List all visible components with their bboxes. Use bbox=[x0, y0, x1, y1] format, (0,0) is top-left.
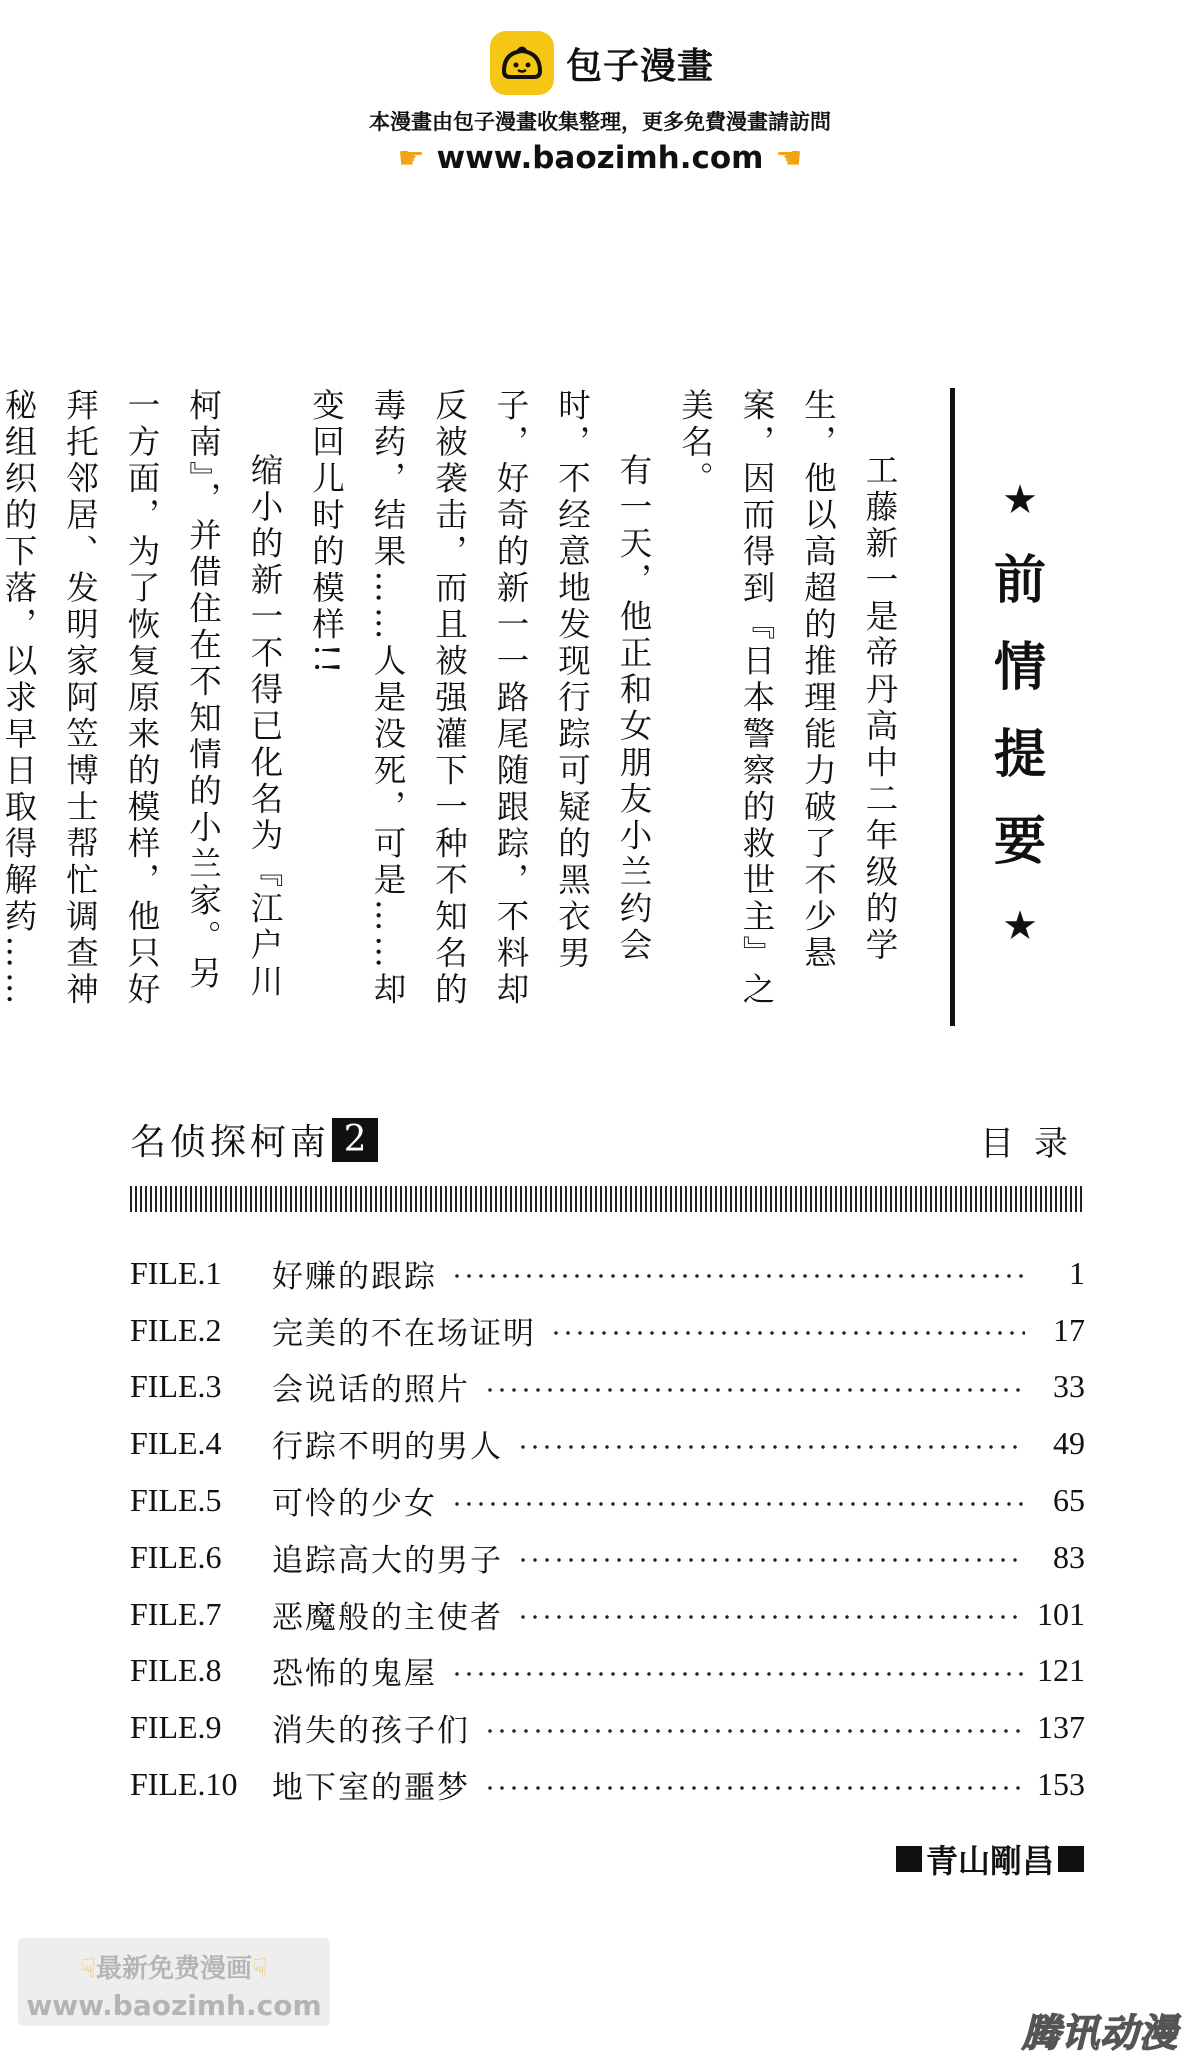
toc-page-number: 121 bbox=[1037, 1652, 1085, 1689]
toc-entry[interactable] bbox=[130, 1529, 1085, 1586]
summary-title-char: 提 bbox=[993, 725, 1046, 785]
pointing-down-hand-icon: ☟ bbox=[80, 1954, 96, 1984]
toc-leader-dots bbox=[484, 1388, 1025, 1392]
toc-leader-dots bbox=[451, 1672, 1025, 1676]
pointing-right-hand-icon: ☛ bbox=[397, 140, 425, 176]
section-divider bbox=[950, 388, 955, 1026]
collection-notice: 本漫畫由包子漫畫收集整理，更多免費漫畫請訪問 bbox=[369, 110, 831, 134]
story-summary bbox=[0, 388, 910, 1028]
toc-file-number: FILE.1 bbox=[130, 1254, 222, 1291]
table-of-contents bbox=[130, 1245, 1085, 1813]
toc-leader-dots bbox=[517, 1615, 1025, 1619]
summary-paragraph: 有一天，他正和女朋友小兰约会时，不经意地发现行踪可疑的黑衣男子，好奇的新一一路尾随跟踪，不料却反被袭击，而且被强灌下一种不知名的毒药，结果……人是没死，可是……却变回儿时的模样!! bbox=[307, 388, 653, 1009]
series-title bbox=[130, 1114, 378, 1165]
toc-leader-dots bbox=[550, 1331, 1025, 1335]
toc-file-number: FILE.8 bbox=[130, 1652, 222, 1689]
brand-name: 包子漫畫 bbox=[566, 45, 715, 87]
summary-title-char: 要 bbox=[993, 812, 1046, 872]
toc-label: 目录 bbox=[980, 1124, 1088, 1164]
toc-entry[interactable] bbox=[130, 1699, 1085, 1756]
author-name: 青山剛昌 bbox=[925, 1842, 1054, 1880]
site-url-link[interactable]: www.baozimh.com bbox=[436, 140, 764, 176]
toc-leader-dots bbox=[484, 1786, 1025, 1790]
toc-chapter-title: 地下室的噩梦 bbox=[272, 1770, 470, 1807]
toc-file-number: FILE.5 bbox=[130, 1482, 222, 1519]
author-credit bbox=[892, 1836, 1088, 1882]
site-url-line[interactable] bbox=[0, 140, 1200, 176]
promo-url[interactable]: www.baozimh.com bbox=[26, 1989, 322, 2022]
pointing-left-hand-icon: ☚ bbox=[775, 140, 803, 176]
toc-page-number: 137 bbox=[1037, 1709, 1085, 1746]
toc-chapter-title: 恶魔般的主使者 bbox=[272, 1599, 503, 1636]
toc-leader-dots bbox=[451, 1502, 1025, 1506]
promo-line bbox=[18, 1948, 330, 1985]
summary-paragraph: 工藤新一是帝丹高中二年级的学生，他以高超的推理能力破了不少悬案，因而得到『日本警察的救世主』之美名。 bbox=[676, 388, 899, 1009]
toc-chapter-title: 好赚的跟踪 bbox=[272, 1258, 437, 1295]
toc-page-number: 153 bbox=[1037, 1766, 1085, 1803]
promo-text: 最新免费漫画 bbox=[95, 1954, 252, 1984]
decorative-tick-rule bbox=[130, 1186, 1085, 1212]
toc-page-number: 83 bbox=[1053, 1538, 1085, 1575]
toc-page-number: 49 bbox=[1053, 1425, 1085, 1462]
toc-page-number: 65 bbox=[1053, 1482, 1085, 1519]
summary-paragraph: 缩小的新一不得已化名为『江户川柯南』，并借住在不知情的小兰家。另一方面，为了恢复原来的模样，他只好拜托邻居、发明家阿笠博士帮忙调查神秘组织的下落，以求早日取得解药…… bbox=[0, 388, 284, 1009]
toc-file-number: FILE.10 bbox=[130, 1766, 238, 1803]
toc-leader-dots bbox=[451, 1274, 1025, 1278]
toc-chapter-title: 行踪不明的男人 bbox=[272, 1429, 503, 1466]
black-square-icon bbox=[1058, 1846, 1084, 1872]
toc-page-number: 101 bbox=[1037, 1595, 1085, 1632]
toc-file-number: FILE.6 bbox=[130, 1538, 222, 1575]
toc-entry[interactable] bbox=[130, 1359, 1085, 1416]
pointing-down-hand-icon: ☟ bbox=[252, 1954, 268, 1984]
toc-file-number: FILE.4 bbox=[130, 1425, 222, 1462]
toc-entry[interactable] bbox=[130, 1472, 1085, 1529]
bun-logo-icon bbox=[490, 31, 554, 95]
toc-leader-dots bbox=[484, 1729, 1025, 1733]
toc-chapter-title: 追踪高大的男子 bbox=[272, 1542, 503, 1579]
toc-file-number: FILE.2 bbox=[130, 1311, 222, 1348]
black-square-icon bbox=[896, 1846, 922, 1872]
toc-file-number: FILE.3 bbox=[130, 1368, 222, 1405]
promo-watermark[interactable] bbox=[18, 1938, 330, 2026]
toc-entry[interactable] bbox=[130, 1245, 1085, 1302]
toc-entry[interactable] bbox=[130, 1415, 1085, 1472]
toc-file-number: FILE.9 bbox=[130, 1709, 222, 1746]
toc-page-number: 33 bbox=[1053, 1368, 1085, 1405]
toc-chapter-title: 会说话的照片 bbox=[272, 1372, 470, 1409]
toc-chapter-title: 完美的不在场证明 bbox=[272, 1315, 536, 1352]
toc-file-number: FILE.7 bbox=[130, 1595, 222, 1632]
summary-title bbox=[985, 470, 1055, 956]
star-icon: ★ bbox=[1002, 903, 1038, 949]
summary-title-char: 情 bbox=[993, 638, 1046, 698]
series-name: 名侦探柯南 bbox=[130, 1122, 331, 1163]
volume-number: 2 bbox=[332, 1118, 378, 1162]
toc-leader-dots bbox=[517, 1445, 1025, 1449]
toc-chapter-title: 可怜的少女 bbox=[272, 1486, 437, 1523]
toc-entry[interactable] bbox=[130, 1643, 1085, 1700]
toc-page-number: 17 bbox=[1053, 1311, 1085, 1348]
toc-page-number: 1 bbox=[1069, 1254, 1085, 1291]
summary-title-char: 前 bbox=[993, 551, 1046, 611]
toc-entry[interactable] bbox=[130, 1302, 1085, 1359]
toc-leader-dots bbox=[517, 1558, 1025, 1562]
toc-chapter-title: 消失的孩子们 bbox=[272, 1713, 470, 1750]
toc-entry[interactable] bbox=[130, 1756, 1085, 1813]
star-icon: ★ bbox=[1002, 477, 1038, 523]
brand-header[interactable] bbox=[490, 30, 714, 96]
toc-entry[interactable] bbox=[130, 1586, 1085, 1643]
publisher-logo: 腾讯动漫 bbox=[1021, 2011, 1178, 2055]
toc-chapter-title: 恐怖的鬼屋 bbox=[272, 1656, 437, 1693]
